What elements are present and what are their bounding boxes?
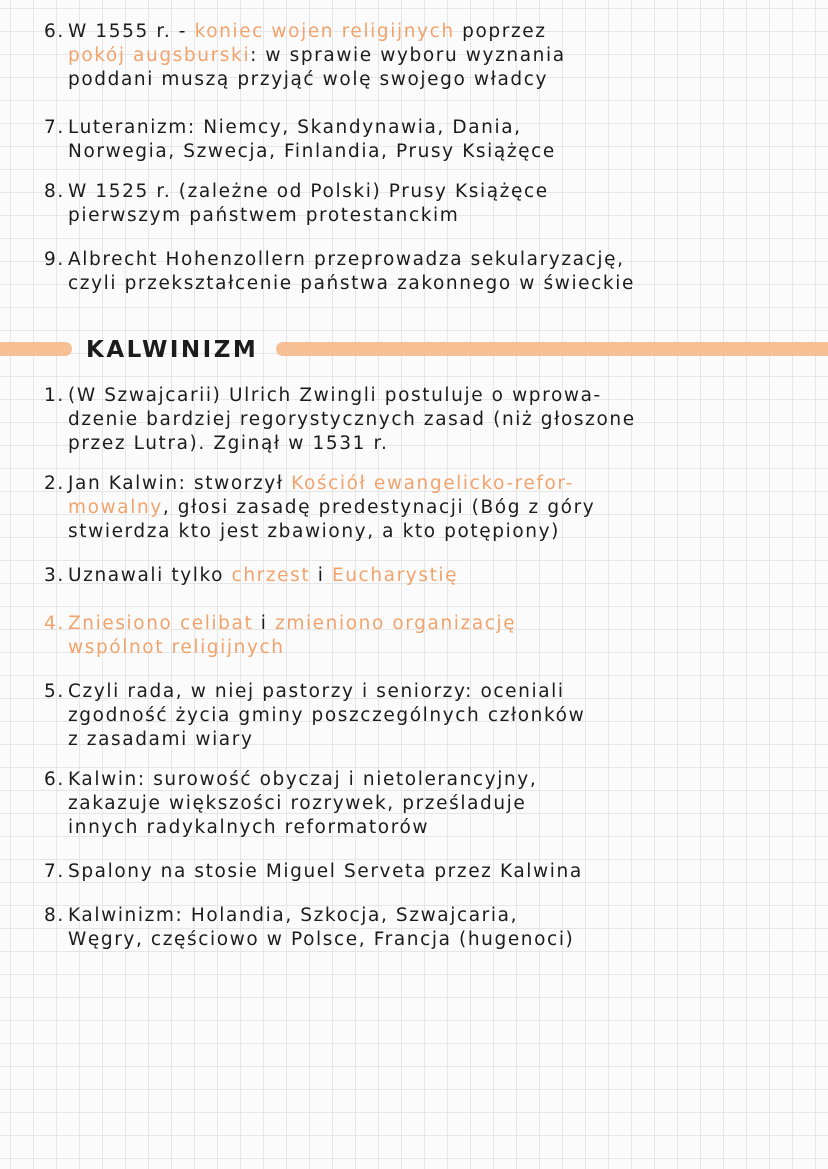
note-line [44, 680, 824, 704]
note-text: poddani muszą przyjąć wolę swojego władcy [68, 69, 549, 90]
note-line [44, 472, 824, 496]
note-item [44, 248, 824, 296]
note-item [44, 180, 824, 228]
note-text: z zasadami wiary [68, 729, 254, 750]
note-line [44, 636, 824, 660]
highlighted-text: Zniesiono celibat [68, 613, 254, 634]
note-text: dzenie bardziej regorystycznych zasad (niż głoszone [68, 409, 636, 430]
note-item [44, 680, 824, 752]
note-line [44, 116, 824, 140]
note-text: poprzez [454, 21, 547, 42]
item-number: 6. [44, 769, 65, 790]
note-text: Uznawali tylko [68, 565, 232, 586]
note-text: Albrecht Hohenzollern przeprowadza sekularyzację, [68, 249, 625, 270]
note-line [44, 860, 824, 884]
note-text: pierwszym państwem protestanckim [68, 205, 460, 226]
note-item [44, 904, 824, 952]
note-text: zakazuje większości rozrywek, prześladuje [68, 793, 527, 814]
note-item [44, 860, 824, 884]
note-line [44, 520, 824, 544]
note-text: Norwegia, Szwecja, Finlandia, Prusy Książęce [68, 141, 556, 162]
note-line [44, 928, 824, 952]
highlighted-text: wspólnot religijnych [68, 637, 285, 658]
note-text: i [310, 565, 332, 586]
note-text: stwierdza kto jest zbawiony, a kto potępiony) [68, 521, 560, 542]
note-line [44, 20, 824, 44]
note-line [44, 180, 824, 204]
note-item [44, 20, 824, 92]
note-text: Spalony na stosie Miguel Serveta przez Kalwina [68, 861, 583, 882]
note-text: Jan Kalwin: stworzył [68, 473, 292, 494]
note-line [44, 384, 824, 408]
highlighted-text: pokój augsburski [68, 45, 251, 66]
note-line [44, 564, 824, 588]
note-line [44, 768, 824, 792]
section-header [0, 334, 828, 366]
item-number: 8. [44, 181, 65, 202]
item-number: 8. [44, 905, 65, 926]
note-text: Czyli rada, w niej pastorzy i seniorzy: oceniali [68, 681, 565, 702]
note-line [44, 204, 824, 228]
section-bar-left [0, 342, 72, 356]
note-line [44, 792, 824, 816]
note-item [44, 116, 824, 164]
note-line [44, 816, 824, 840]
note-line [44, 432, 824, 456]
note-text: Kalwin: surowość obyczaj i nietolerancyjny, [68, 769, 538, 790]
note-line [44, 272, 824, 296]
note-text: , głosi zasadę predestynacji (Bóg z góry [162, 497, 596, 518]
note-text: czyli przekształcenie państwa zakonnego w świeckie [68, 273, 635, 294]
highlighted-text: zmieniono organizację [275, 613, 517, 634]
note-line [44, 904, 824, 928]
note-text: : w sprawie wyboru wyznania [250, 45, 566, 66]
note-text: zgodność życia gminy poszczególnych członków [68, 705, 586, 726]
note-line [44, 44, 824, 68]
note-text: i [253, 613, 276, 634]
note-text: Luteranizm: Niemcy, Skandynawia, Dania, [68, 117, 522, 138]
note-text: Węgry, częściowo w Polsce, Francja (hugenoci) [68, 929, 575, 950]
note-line [44, 496, 824, 520]
note-item [44, 768, 824, 840]
highlighted-text: Eucharystię [331, 565, 459, 586]
note-text: przez Lutra). Zginął w 1531 r. [68, 433, 389, 454]
note-text: (W Szwajcarii) Ulrich Zwingli postuluje o wprowa- [68, 385, 602, 406]
note-item [44, 564, 824, 588]
item-number: 9. [44, 249, 65, 270]
item-number: 3. [44, 565, 65, 586]
item-number: 7. [44, 861, 65, 882]
item-number: 4. [44, 613, 65, 634]
item-number: 5. [44, 681, 65, 702]
note-item [44, 612, 824, 660]
note-line [44, 704, 824, 728]
note-line [44, 68, 824, 92]
item-number: 6. [44, 21, 65, 42]
highlighted-text: chrzest [231, 565, 311, 586]
note-line [44, 140, 824, 164]
highlighted-text: mowalny [68, 497, 163, 518]
note-text: W 1525 r. (zależne od Polski) Prusy Książęce [68, 181, 549, 202]
section-title: KALWINIZM [86, 337, 259, 363]
highlighted-text: koniec wojen religijnych [194, 21, 455, 42]
highlighted-text: Kościół ewangelicko-refor- [291, 473, 574, 494]
note-item [44, 472, 824, 544]
note-line [44, 408, 824, 432]
item-number: 1. [44, 385, 65, 406]
note-line [44, 612, 824, 636]
section-bar-right [276, 342, 828, 356]
note-text: Kalwinizm: Holandia, Szkocja, Szwajcaria, [68, 905, 519, 926]
note-text: innych radykalnych reformatorów [68, 817, 430, 838]
note-line [44, 248, 824, 272]
note-line [44, 728, 824, 752]
note-item [44, 384, 824, 456]
item-number: 2. [44, 473, 65, 494]
note-text: W 1555 r. - [68, 21, 195, 42]
item-number: 7. [44, 117, 65, 138]
